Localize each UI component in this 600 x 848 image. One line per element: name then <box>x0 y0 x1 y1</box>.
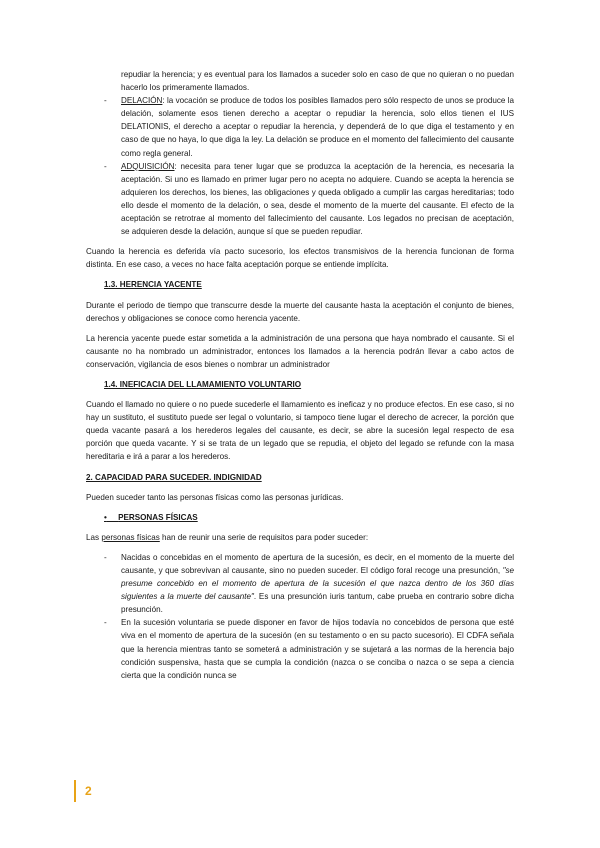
paragraph-pacto: Cuando la herencia es deferida vía pacto sucesorio, los efectos transmisivos de la herencia funcionan de forma distinta. En ese caso, a veces no hace falta aceptación porque se entiende implícita. <box>86 247 514 270</box>
text-fragment: En la sucesión voluntaria se puede disponer en favor de hijos todavía no concebidos de persona que esté viva en el momento de apertura de la sucesión (en su testamento o en su pacto sucesorio). El CDFA señala que la herencia mientras tanto se someterá a administración y se sujetará a las normas de la herencia bajo condición suspensiva, hasta que se cumpla la condición (nazca o se conciba o nazca o se sepa a ciencia cierta que la condición nunca se <box>121 618 514 680</box>
term-personas-fisicas: personas físicas <box>101 532 160 542</box>
text-fragment: Las <box>86 532 102 542</box>
heading-herencia-yacente: 1.3. HERENCIA YACENTE <box>104 280 202 290</box>
paragraph-ineficacia: Cuando el llamado no quiere o no puede sucederle el llamamiento es ineficaz y no produce efectos. En ese caso, si no hay un sustituto, el sustituto puede ser legal o voluntario, si tampoco tiene lugar el derecho de acrecer, la porción que queda vacante pasará a los herederos legales del causante, es decir, se abre la sucesión legal respecto de esa porción que queda vacante. Y si se trata de un legado que se repudia, el objeto del legado se refunde con la masa hereditaria e irá a parar a los herederos. <box>86 400 514 462</box>
list-item-requisito-1 <box>86 551 514 616</box>
document-body <box>86 68 514 689</box>
page-number: 2 <box>74 780 92 802</box>
dash-bullet: - <box>104 618 107 628</box>
paragraph-yacente-1: Durante el periodo de tiempo que transcurre desde la muerte del causante hasta la aceptación el conjunto de bienes, derechos y obligaciones se conoce como herencia yacente. <box>86 300 514 323</box>
list-succession-phases <box>86 94 514 238</box>
text-delacion: : la vocación se produce de todos los posibles llamados pero sólo respecto de unos se produce la delación, solamente esos tienen derecho a aceptar o repudiar la herencia, solo ellos tienen el IUS DELATIONIS, el derecho a aceptar o repudiar la herencia, y dependerá de lo que diga el testamento y en caso de que no haya, lo que diga la ley. La delación se produce en el momento del fallecimiento del causante como regla general. <box>121 96 514 158</box>
quote-presuncion: "se presume concebido en el momento de apertura de la sucesión el que nazca dentro de los 360 días siguientes a la muerte del causante" <box>121 566 514 602</box>
term-delacion: DELACIÓN <box>121 96 163 106</box>
heading-capacidad: 2. CAPACIDAD PARA SUCEDER. INDIGNIDAD <box>86 472 262 482</box>
text-fragment: Nacidas o concebidas en el momento de apertura de la sucesión, es decir, en el momento de la muerte del causante, y que sobrevivan al causante, sino no pueden suceder. El código foral recoge una presunción, <box>121 552 514 575</box>
heading-ineficacia: 1.4. INEFICACIA DEL LLAMAMIENTO VOLUNTARIO <box>104 379 302 389</box>
text-fragment: . Es una presunción iuris tantum, cabe prueba en contrario sobre dicha presunción. <box>121 592 514 615</box>
dash-bullet: - <box>104 552 107 562</box>
list-requisitos <box>86 551 514 682</box>
dash-bullet: - <box>104 161 107 171</box>
text-fragment: han de reunir una serie de requisitos para poder suceder: <box>159 532 369 542</box>
list-item-adquisicion <box>86 160 514 239</box>
paragraph-personas <box>86 531 514 544</box>
text-adquisicion: : necesita para tener lugar que se produzca la aceptación de la herencia, es necesaria la aceptación. Si uno es llamado en primer lugar pero no acepta no adquiere. Cuando se acepta la herencia se adquieren los derechos, los bienes, las obligaciones y queda obligado a cumplir las cargas hereditarias; todo ello desde el momento de la delación, o sea, desde el momento de la muerte del causante. El efecto de la aceptación se retrotrae al momento del fallecimiento del causante. Los legados no precisan de aceptación, se adquieren desde la delación, aunque sí que se pueden repudiar. <box>121 161 514 237</box>
heading-personas-fisicas <box>86 511 514 524</box>
list-item-requisito-2 <box>86 616 514 681</box>
bullet: • <box>104 512 107 522</box>
list-item-delacion <box>86 94 514 159</box>
paragraph-yacente-2: La herencia yacente puede estar sometida a la administración de una persona que haya nombrado el causante. Si el causante no ha nombrado un administrador, entonces los llamados a la herencia podrán llevar a cabo actos de conservación, vigilancia de esos bienes o nombrar un administrador <box>86 333 514 369</box>
dash-bullet: - <box>104 96 107 106</box>
continued-text: repudiar la herencia; y es eventual para los llamados a suceder solo en caso de que no quieran o no puedan hacerlo los primeramente llamados. <box>121 70 514 93</box>
heading-label: PERSONAS FÍSICAS <box>118 512 198 522</box>
term-adquisicion: ADQUISICIÓN <box>121 161 175 171</box>
paragraph-capacidad: Pueden suceder tanto las personas físicas como las personas jurídicas. <box>86 492 344 502</box>
